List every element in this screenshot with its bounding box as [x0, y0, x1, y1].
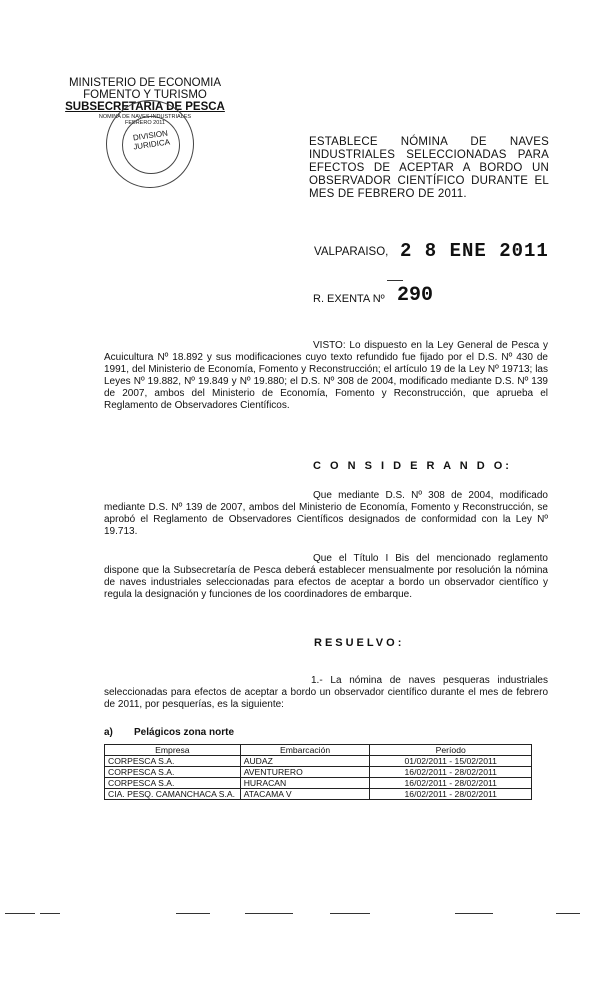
cell-periodo: 16/02/2011 - 28/02/2011 [370, 778, 532, 789]
cell-empresa: CORPESCA S.A. [105, 778, 241, 789]
visto-paragraph [104, 340, 548, 412]
scan-mark [176, 913, 210, 914]
visto-text: Lo dispuesto en la Ley General de Pesca y Acuicultura Nº 18.892 y sus modificaciones cuyo texto refundido fue fijado por el D.S. Nº 430 de 1991, del Ministerio de Economía, Fomento y Reconstrucción; el artículo 19 de la Ley Nº 19713; las Leyes Nº 19.882, Nº 19.849 y Nº 19.880; el D.S. Nº 308 de 2004, modificado mediante D.S. Nº 139 de 2007, ambos del Ministerio de Economía, Fomento y Reconstrucción, que aprueba el Reglamento de Observadores Científicos. [104, 340, 548, 411]
ministry-name: MINISTERIO DE ECONOMIA [68, 77, 222, 89]
header-periodo: Período [370, 745, 532, 756]
stamp-caption-line2: FEBRERO 2011 [125, 120, 165, 126]
cell-periodo: 16/02/2011 - 28/02/2011 [370, 767, 532, 778]
resuelvo-1: 1.- La nómina de naves pesqueras industriales seleccionadas para efectos de aceptar a bordo un observador científico durante el mes de febrero de 2011, por pesquerías, es la siguiente: [104, 675, 548, 710]
considerando-1: Que mediante D.S. Nº 308 de 2004, modificado mediante D.S. Nº 139 de 2007, ambos del Ministerio de Economía, Fomento y Reconstrucción, se aprobó el Reglamento de Observadores Científicos designados de conformidad con la Ley Nº 19.713. [104, 490, 548, 537]
seal-text: DIVISION JURIDICA [132, 128, 171, 152]
resolution-label: R. EXENTA Nº [313, 293, 385, 305]
visto-label: VISTO: [313, 340, 346, 351]
subsecretaria-name: SUBSECRETARIA DE PESCA [65, 101, 225, 113]
cell-empresa: CORPESCA S.A. [105, 767, 241, 778]
document-title: ESTABLECE NÓMINA DE NAVES INDUSTRIALES SELECCIONADAS PARA EFECTOS DE ACEPTAR A BORDO UN OBSERVADOR CIENTÍFICO DURANTE EL MES DE FEBRERO DE 2011. [309, 136, 549, 200]
division-juridica-seal [106, 100, 194, 188]
cell-empresa: CIA. PESQ. CAMANCHACA S.A. [105, 789, 241, 800]
resolution-number: 290 [397, 284, 434, 307]
table-row [105, 789, 532, 800]
header-empresa: Empresa [105, 745, 241, 756]
ministry-name-line2: FOMENTO Y TURISMO [83, 89, 207, 101]
header-embarcacion: Embarcación [240, 745, 370, 756]
scan-mark [455, 913, 493, 914]
scan-mark [40, 913, 60, 914]
scan-mark [5, 913, 35, 914]
cell-empresa: CORPESCA S.A. [105, 756, 241, 767]
scan-mark [330, 913, 370, 914]
place-label: VALPARAISO, [314, 246, 389, 258]
cell-embarcacion: HURACAN [240, 778, 370, 789]
considerando-heading: C O N S I D E R A N D O: [313, 460, 512, 472]
cell-embarcacion: AUDAZ [240, 756, 370, 767]
table-row [105, 778, 532, 789]
stamp-caption-line1: NOMINA DE NAVES INDUSTRIALES [98, 114, 192, 120]
vessels-table [104, 744, 532, 800]
section-a-letter: a) [104, 727, 113, 738]
cell-embarcacion: ATACAMA V [240, 789, 370, 800]
cell-embarcacion: AVENTURERO [240, 767, 370, 778]
section-a-title: Pelágicos zona norte [134, 727, 235, 738]
table-header-row [105, 745, 532, 756]
table-row [105, 767, 532, 778]
scan-mark [556, 913, 580, 914]
resuelvo-heading: RESUELVO: [314, 637, 405, 649]
date-stamp: 2 8 ENE 2011 [400, 240, 549, 262]
considerando-2: Que el Título I Bis del mencionado reglamento dispone que la Subsecretaría de Pesca deberá establecer mensualmente por resolución la nómina de naves industriales seleccionadas para efectos de aceptar a bordo un observador científico y regula la designación y funciones de los coordinadores de embarque. [104, 553, 548, 600]
scan-mark [245, 913, 293, 914]
dash-mark [387, 280, 403, 281]
cell-periodo: 16/02/2011 - 28/02/2011 [370, 789, 532, 800]
table-row [105, 756, 532, 767]
cell-periodo: 01/02/2011 - 15/02/2011 [370, 756, 532, 767]
